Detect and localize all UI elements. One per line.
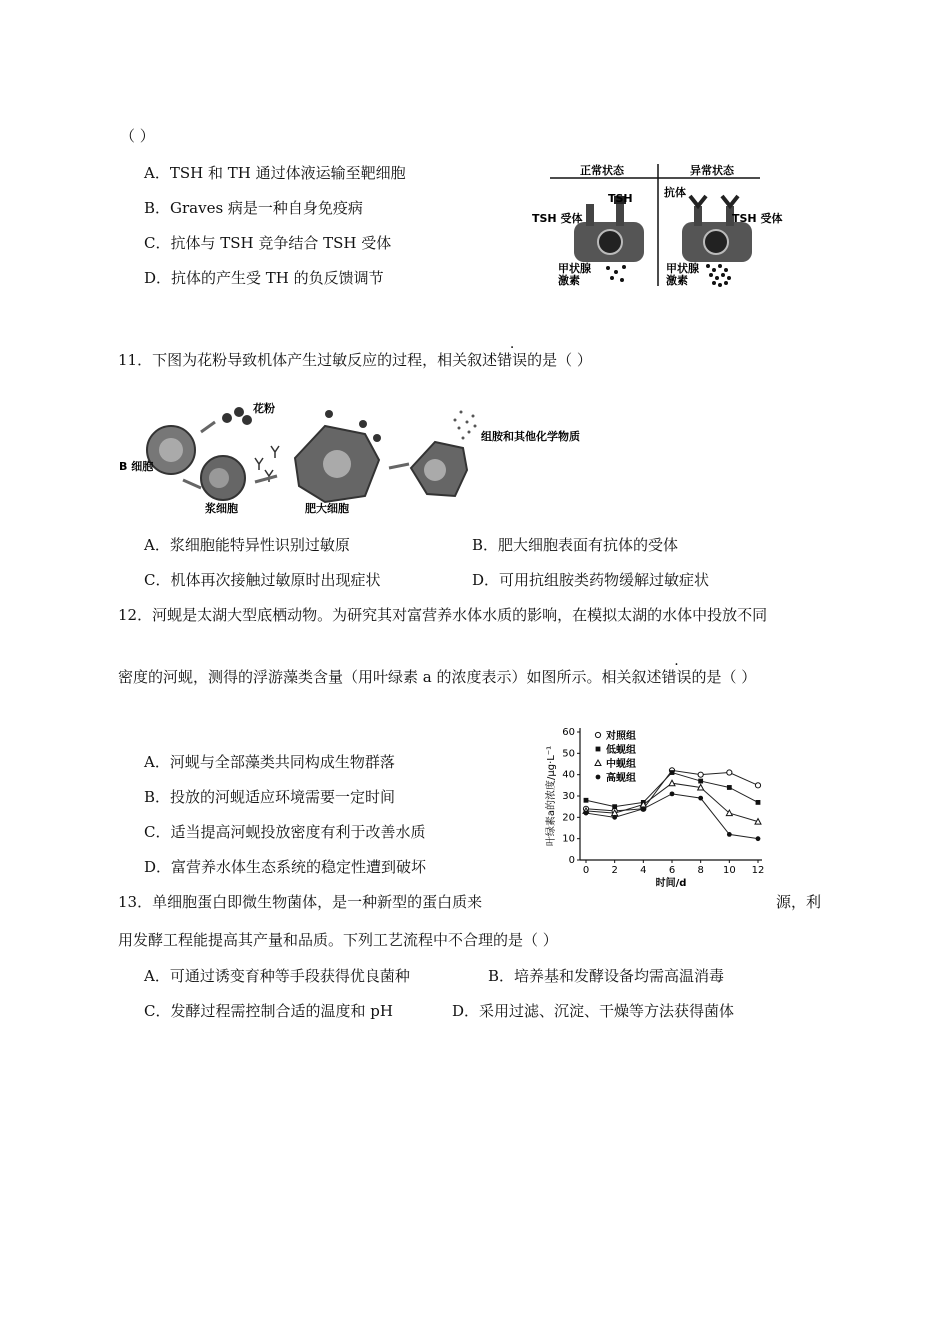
x-axis-label: 时间/d [655, 878, 687, 889]
q11-dot-emphasis: 错误 [497, 351, 528, 369]
tsh-label: TSH [608, 192, 633, 205]
normal-nucleus [598, 230, 622, 254]
allergy-figure [115, 398, 595, 518]
data-point [727, 785, 732, 790]
data-point [756, 800, 761, 805]
legend-label: 高蚬组 [606, 773, 636, 784]
legend-marker [596, 747, 601, 752]
y-tick-label: 0 [568, 855, 575, 866]
data-point [584, 798, 589, 803]
q12-stem-line2: 密度的河蚬，测得的浮游藻类含量（用叶绿素 a 的浓度表示）如图所示。相关叙述错误的是（ ） [118, 668, 757, 686]
histamine-label: 组胺和其他化学物质 [481, 430, 580, 443]
legend-marker [596, 775, 601, 780]
y-tick-label: 40 [562, 769, 575, 781]
q11-stem: 11．下图为花粉导致机体产生过敏反应的过程，相关叙述错误的是（ ） [118, 351, 592, 369]
data-point [641, 806, 646, 811]
data-point [727, 832, 732, 837]
data-point [612, 815, 617, 820]
hormone-right-label-2: 激素 [666, 274, 688, 287]
y-tick-label: 20 [562, 812, 575, 824]
x-tick-label: 0 [582, 865, 590, 876]
tsh-receptor-right-label: TSH 受体 [732, 212, 783, 225]
pollen-label: 花粉 [253, 402, 275, 415]
hormone-left-label-1: 甲状腺 [558, 262, 591, 275]
legend-label: 低蚬组 [606, 745, 636, 756]
q10-paren: （ ） [120, 127, 155, 145]
q10-option-c: C．抗体与 TSH 竞争结合 TSH 受体 [144, 234, 392, 252]
hormone-left-label-2: 激素 [558, 274, 580, 287]
q11-option-b: B．肥大细胞表面有抗体的受体 [472, 536, 679, 554]
q12-option-c: C．适当提高河蚬投放密度有利于改善水质 [144, 823, 426, 841]
legend-marker [595, 732, 600, 737]
x-tick-label: 4 [640, 865, 647, 876]
legend-label: 对照组 [606, 731, 636, 742]
data-point [670, 791, 675, 796]
normal-hormone-dots [606, 265, 626, 282]
data-point [612, 804, 617, 809]
x-tick-label: 10 [722, 865, 736, 876]
q13-stem-line1-tail: 源，利 [776, 893, 822, 911]
histamine-dots [454, 411, 477, 440]
q13-option-a: A．可通过诱变育种等手段获得优良菌种 [144, 967, 410, 985]
data-point [698, 796, 703, 801]
tsh-receptor-left-label: TSH 受体 [532, 212, 583, 225]
q12-stem-line1: 12．河蚬是太湖大型底栖动物。为研究其对富营养水体水质的影响，在模拟太湖的水体中投放不同 [118, 606, 768, 624]
q13-stem-line2: 用发酵工程能提高其产量和品质。下列工艺流程中不合理的是（ ） [118, 931, 558, 949]
chlorophyll-line-chart [540, 722, 770, 892]
data-point [669, 780, 675, 786]
q10-option-d: D．抗体的产生受 TH 的负反馈调节 [144, 269, 384, 287]
x-tick-label: 12 [751, 865, 765, 876]
q12-option-a: A．河蚬与全部藻类共同构成生物群落 [144, 753, 395, 771]
mast-cell-label: 肥大细胞 [305, 502, 349, 515]
data-point [584, 811, 589, 816]
q12-dot-emphasis: 错误 [661, 668, 692, 686]
legend-marker [595, 760, 601, 766]
q11-option-a: A．浆细胞能特异性识别过敏原 [144, 536, 350, 554]
x-tick-label: 2 [611, 865, 618, 876]
abnormal-nucleus [704, 230, 728, 254]
abnormal-state-label: 异常状态 [690, 164, 734, 177]
data-point [670, 770, 675, 775]
normal-state-label: 正常状态 [580, 164, 624, 177]
q11-option-c: C．机体再次接触过敏原时出现症状 [144, 571, 381, 589]
data-point [756, 836, 761, 841]
hormone-right-label-1: 甲状腺 [666, 262, 699, 275]
series-line-4 [586, 794, 758, 839]
q10-option-a: A．TSH 和 TH 通过体液运输至靶细胞 [144, 164, 406, 182]
y-tick-label: 30 [562, 791, 575, 802]
q11-option-d: D．可用抗组胺类药物缓解过敏症状 [472, 571, 710, 589]
q12-option-d: D．富营养水体生态系统的稳定性遭到破坏 [144, 858, 427, 876]
q12-option-b: B．投放的河蚬适应环境需要一定时间 [144, 788, 396, 806]
abnormal-hormone-dots [706, 264, 731, 287]
data-point [755, 783, 760, 788]
legend-label: 中蚬组 [606, 759, 636, 770]
x-tick-label: 8 [697, 865, 704, 876]
antibody-label: 抗体 [664, 186, 686, 199]
q10-option-b: B．Graves 病是一种自身免疫病 [144, 199, 363, 217]
y-tick-label: 50 [562, 748, 575, 760]
q13-stem-line1: 13．单细胞蛋白即微生物菌体，是一种新型的蛋白质来 [118, 893, 483, 911]
q13-option-b: B．培养基和发酵设备均需高温消毒 [488, 967, 725, 985]
q13-option-d: D．采用过滤、沉淀、干燥等方法获得菌体 [452, 1002, 735, 1020]
data-point [698, 779, 703, 784]
thyroid-figure [528, 160, 783, 290]
data-point [727, 770, 732, 775]
x-tick-label: 6 [668, 865, 676, 876]
y-axis-label: 叶绿素a的浓度/μg·L⁻¹ [546, 745, 557, 847]
y-tick-label: 10 [562, 833, 575, 845]
data-point [698, 772, 703, 777]
b-cell-label: B 细胞 [119, 460, 154, 473]
plasma-cell-label: 浆细胞 [205, 502, 238, 515]
q13-option-c: C．发酵过程需控制合适的温度和 pH [144, 1002, 393, 1020]
y-tick-label: 60 [562, 727, 575, 738]
